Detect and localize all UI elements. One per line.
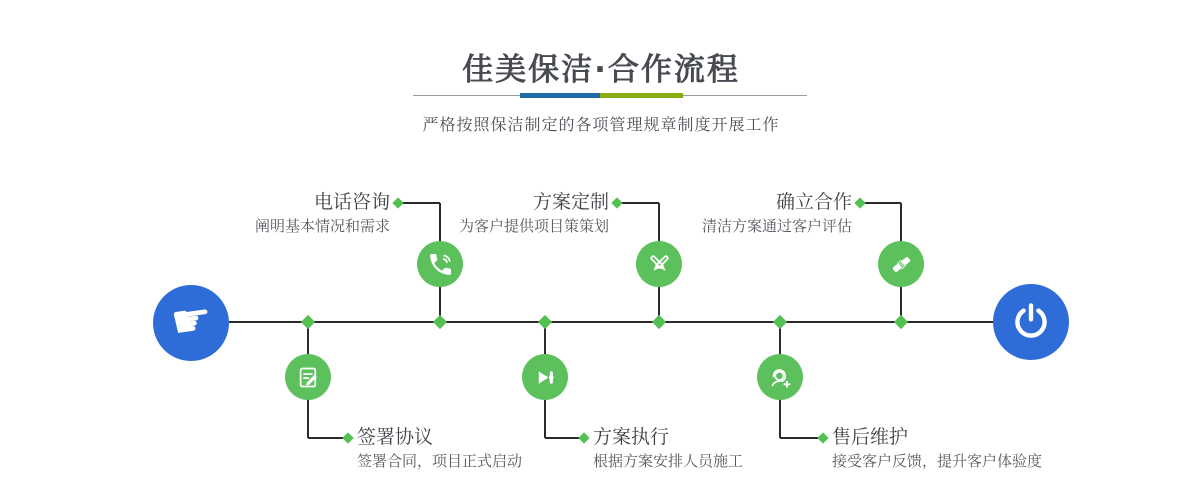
step-desc: 根据方案安排人员施工	[593, 452, 744, 470]
document-sign-icon	[295, 364, 322, 391]
timeline-diamond	[894, 315, 908, 329]
step-connector	[398, 202, 440, 204]
label-diamond	[611, 197, 622, 208]
step-title: 确立合作	[775, 191, 852, 213]
timeline-diamond	[538, 315, 552, 329]
timeline-end-node	[993, 284, 1069, 360]
divider-accent-blue	[520, 93, 600, 98]
power-icon	[1010, 301, 1052, 343]
label-diamond	[854, 197, 865, 208]
page-title: 佳美保洁·合作流程	[462, 52, 740, 88]
label-diamond	[392, 197, 403, 208]
step-connector	[860, 202, 901, 204]
step-title: 方案执行	[593, 426, 670, 448]
step-connector	[617, 202, 659, 204]
page-subtitle: 严格按照保洁制定的各项管理规章制度开展工作	[422, 115, 780, 134]
timeline-diamond	[773, 315, 787, 329]
step-desc: 清洁方案通过客户评估	[701, 217, 852, 235]
title-divider	[413, 93, 807, 99]
step-node	[757, 354, 803, 400]
headset-plus-icon	[767, 364, 794, 391]
timeline-line	[229, 321, 993, 323]
handshake-icon	[888, 251, 915, 278]
label-diamond	[817, 432, 828, 443]
divider-accent-green	[600, 93, 683, 98]
step-desc: 为客户提供项目策策划	[458, 217, 609, 235]
timeline-diamond	[433, 315, 447, 329]
step-desc: 阐明基本情况和需求	[254, 217, 390, 235]
step-title: 售后维护	[832, 426, 909, 448]
timeline-start-node	[153, 285, 229, 361]
pencil-icon	[646, 251, 673, 278]
phone-icon	[427, 251, 454, 278]
label-diamond	[342, 432, 353, 443]
timeline-diamond	[301, 315, 315, 329]
step-title: 方案定制	[532, 191, 609, 213]
step-title: 签署协议	[357, 426, 434, 448]
pointing-hand-icon: ☛	[167, 290, 217, 350]
step-desc: 接受客户反馈，提升客户体验度	[832, 452, 1043, 470]
step-title: 电话咨询	[313, 191, 390, 213]
step-desc: 签署合同，项目正式启动	[357, 452, 523, 470]
timeline-diamond	[652, 315, 666, 329]
label-diamond	[578, 432, 589, 443]
step-node	[636, 241, 682, 287]
step-node	[878, 241, 924, 287]
play-icon	[532, 364, 559, 391]
step-node	[285, 354, 331, 400]
step-node	[522, 354, 568, 400]
step-node	[417, 241, 463, 287]
